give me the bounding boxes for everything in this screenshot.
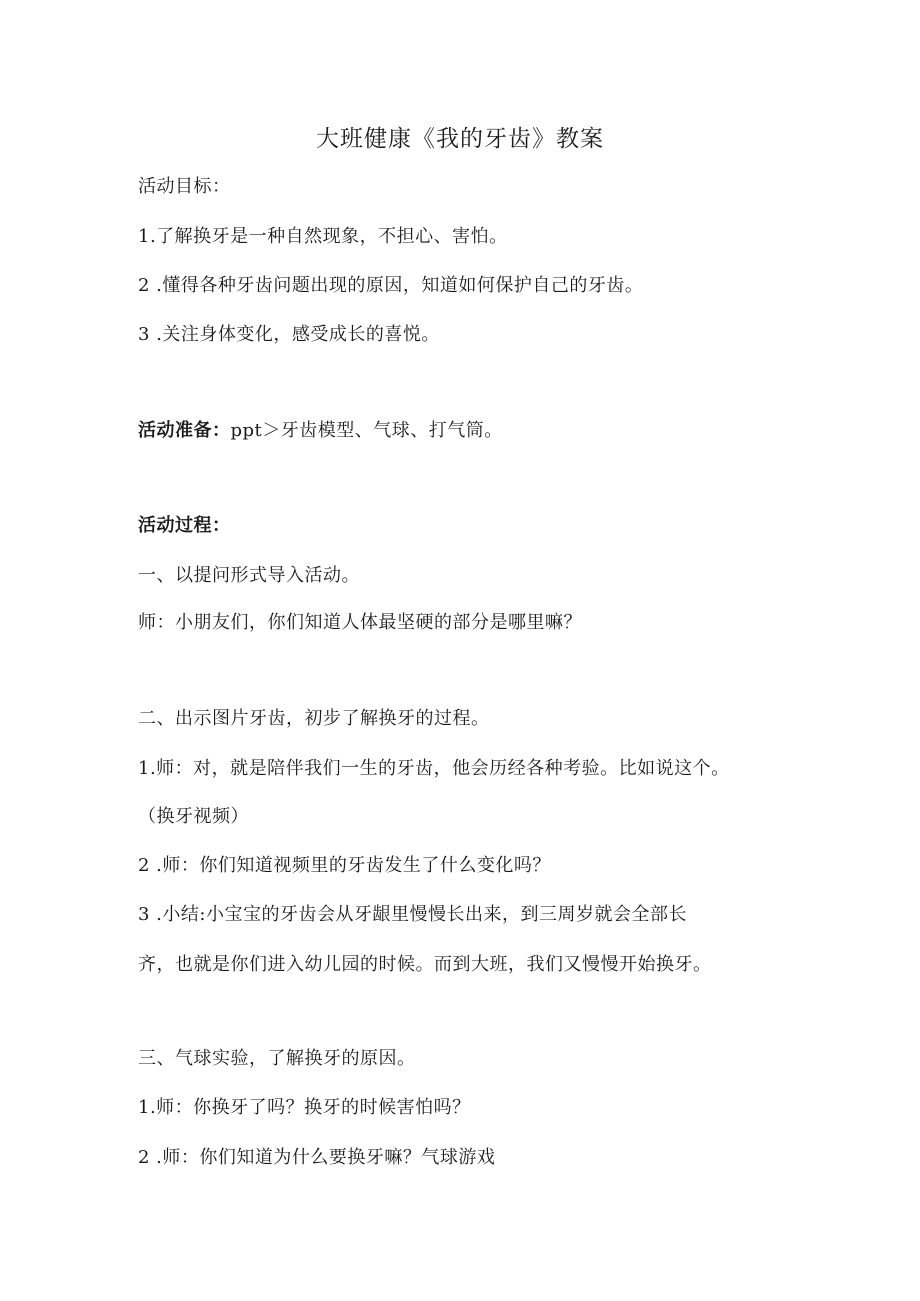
preparation-label: 活动准备：	[138, 420, 231, 441]
goal-item-1: 1.了解换牙是一种自然现象，不担心、害怕。	[138, 226, 508, 247]
section2-line-3: 2 .师：你们知道视频里的牙齿发生了什么变化吗？	[138, 855, 551, 876]
goal-item-2: 2 .懂得各种牙齿问题出现的原因，知道如何保护自己的牙齿。	[138, 275, 644, 296]
section2-line-1: 1.师：对，就是陪伴我们一生的牙齿，他会历经各种考验。比如说这个。	[138, 758, 730, 779]
section2-heading: 二、出示图片牙齿，初步了解换牙的过程。	[138, 708, 490, 729]
section2-line-4: 3 .小结:小宝宝的牙齿会从牙龈里慢慢长出来，到三周岁就会全部长	[138, 904, 687, 925]
section1-heading: 一、以提问形式导入活动。	[138, 565, 360, 586]
section2-line-2: （换牙视频）	[138, 806, 249, 827]
goal-item-3: 3 .关注身体变化，感受成长的喜悦。	[138, 324, 440, 345]
goals-heading: 活动目标：	[138, 176, 231, 197]
section1-line-1: 师：小朋友们，你们知道人体最坚硬的部分是哪里嘛？	[138, 612, 582, 633]
preparation-line	[138, 418, 503, 444]
section3-heading: 三、气球实验，了解换牙的原因。	[138, 1048, 416, 1069]
preparation-text: ppt＞牙齿模型、气球、打气筒。	[230, 420, 503, 441]
document-title: 大班健康《我的牙齿》教案	[316, 126, 604, 152]
section2-line-5: 齐，也就是你们进入幼儿园的时候。而到大班，我们又慢慢开始换牙。	[138, 954, 712, 975]
process-heading: 活动过程：	[138, 515, 231, 536]
section3-line-1: 1.师：你换牙了吗？换牙的时候害怕吗？	[138, 1097, 471, 1118]
section3-line-2: 2 .师：你们知道为什么要换牙嘛？气球游戏	[138, 1147, 496, 1168]
